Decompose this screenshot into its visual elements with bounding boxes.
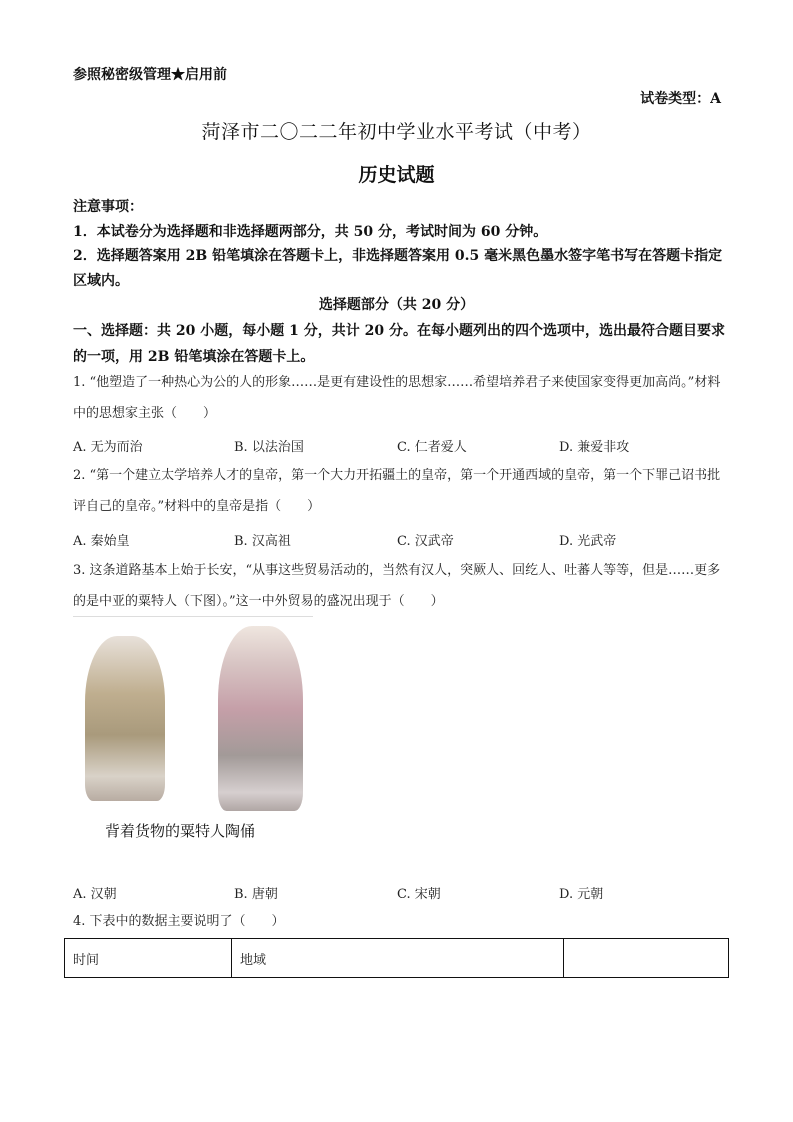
option-d[interactable]: D. 兼爱非攻 [559,440,630,455]
section-instruction: 一、选择题：共 20 小题，每小题 1 分，共计 20 分。在每小题列出的四个选项中，选出最符合题目要求的一项，用 2B 铅笔填涂在答题卡上。 [73,323,725,365]
question-3-stem: 3. 这条道路基本上始于长安，“从事这些贸易活动的，当然有汉人，突厥人、回纥人、吐蕃人等等，但是……更多的是中亚的粟特人（下图）。”这一中外贸易的盛况出现于（ ） [73,563,721,609]
note-item: 2．选择题答案用 2B 铅笔填涂在答题卡上，非选择题答案用 0.5 毫米黑色墨水签字笔书写在答题卡指定区域内。 [73,248,723,289]
option-c[interactable]: C. 汉武帝 [397,534,454,549]
question-1-stem: 1. “他塑造了一种热心为公的人的形象……是更有建设性的思想家……希望培养君子来使国家变得更加高尚。”材料中的思想家主张（ ） [73,375,721,421]
paper-type-label: 试卷类型：A [640,91,721,107]
sogdian-figurines-image [73,616,313,846]
table-row [65,939,729,978]
option-b[interactable]: B. 唐朝 [234,887,278,902]
exam-subtitle: 历史试题 [358,164,435,186]
question-4-stem: 4. 下表中的数据主要说明了（ ） [73,914,285,929]
question-4-table [64,938,729,978]
option-a[interactable]: A. 秦始皇 [73,534,130,549]
option-a[interactable]: A. 汉朝 [73,887,117,902]
table-cell-empty [564,939,729,978]
table-cell-region: 地域 [232,939,564,978]
notes-block [73,195,733,293]
note-item: 1．本试卷分为选择题和非选择题两部分，共 50 分，考试时间为 60 分钟。 [73,223,548,240]
question-3-options [73,883,728,903]
option-b[interactable]: B. 以法治国 [234,440,304,455]
section-title: 选择题部分（共 20 分） [318,297,475,313]
table-cell-time: 时间 [65,939,232,978]
option-d[interactable]: D. 元朝 [559,887,604,902]
notes-heading: 注意事项： [73,199,143,215]
figure-caption: 背着货物的粟特人陶俑 [105,822,256,840]
confidentiality-label: 参照秘密级管理★启用前 [73,67,227,83]
option-c[interactable]: C. 宋朝 [397,887,441,902]
option-c[interactable]: C. 仁者爱人 [397,440,467,455]
question-2-stem: 2. “第一个建立太学培养人才的皇帝，第一个大力开拓疆土的皇帝，第一个开通西域的皇帝，第一个下罪己诏书批评自己的皇帝。”材料中的皇帝是指（ ） [73,468,721,514]
option-a[interactable]: A. 无为而治 [73,440,143,455]
image-top-border [73,616,313,617]
figurine-left [85,636,165,801]
exam-title: 菏泽市二〇二二年初中学业水平考试（中考） [201,121,592,143]
option-b[interactable]: B. 汉高祖 [234,534,291,549]
option-d[interactable]: D. 光武帝 [559,534,617,549]
question-2-options [73,530,728,550]
question-1-options [73,436,728,456]
figurine-right [218,626,303,811]
